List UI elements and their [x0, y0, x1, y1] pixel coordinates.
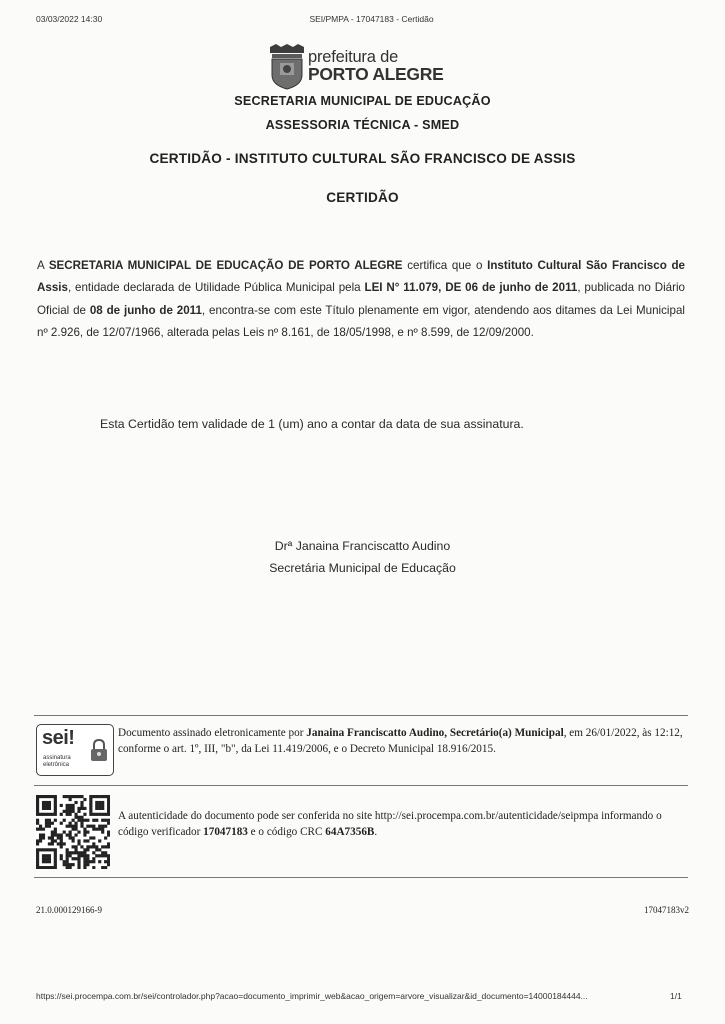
signatory-name: Drª Janaina Franciscatto Audino: [274, 539, 451, 553]
certificate-paragraph: A SECRETARIA MUNICIPAL DE EDUCAÇÃO DE PORTO ALEGRE certifica que o Instituto Cultural São Francisco de Assis, entidade declarada de Utilidade Pública Municipal pela LEI N° 11.079, DE 06 de junho de 2011, publicada no Diário Oficial de 08 de junho de 2011, encontra-se com este Título plenamente em vigor, atendendo aos ditames da Lei Municipal nº 2.926, de 12/07/1966, alterada pelas Leis nº 8.161, de 18/05/1998, e nº 8.599, de 12/09/2000.: [37, 259, 686, 339]
document-subtitle: CERTIDÃO: [326, 190, 399, 205]
logo-line1: prefeitura de: [308, 48, 399, 66]
document-version: 17047183v2: [644, 905, 689, 915]
print-datetime: 03/03/2022 14:30: [36, 14, 103, 24]
signatory-role: Secretária Municipal de Educação: [269, 561, 456, 575]
heading-secretaria: SECRETARIA MUNICIPAL DE EDUCAÇÃO: [234, 94, 491, 108]
logo-line2: PORTO ALEGRE: [308, 64, 444, 84]
print-page-number: 1/1: [670, 991, 682, 1001]
sei-logo-sub2: eletrônica: [43, 762, 70, 768]
footer-top-divider: [34, 715, 688, 716]
authenticity-note: A autenticidade do documento pode ser conferida no site http://sei.procempa.com.br/autenticidade/seipmpa informando o código verificador 17047183 e o código CRC 64A7356B.: [118, 810, 662, 838]
heading-assessoria: ASSESSORIA TÉCNICA - SMED: [265, 118, 460, 132]
print-footer-url: https://sei.procempa.com.br/sei/controlador.php?acao=documento_imprimir_web&acao_origem=arvore_visualizar&id_documento=14000184444...: [36, 991, 588, 1001]
city-crest-icon: [262, 43, 312, 91]
sei-logo-sub1: assinatura: [43, 755, 71, 761]
validity-text: Esta Certidão tem validade de 1 (um) ano a contar da data de sua assinatura.: [100, 417, 524, 431]
process-number: 21.0.000129166-9: [36, 905, 102, 915]
sei-logo-word: sei!: [42, 727, 75, 749]
sei-signature-logo: [36, 724, 114, 776]
footer-middle-divider: [34, 785, 688, 786]
verification-qr-code: [36, 795, 110, 869]
print-doc-ref: SEI/PMPA - 17047183 - Certidão: [309, 14, 434, 24]
electronic-signature-note: Documento assinado eletronicamente por Janaina Franciscatto Audino, Secretário(a) Municipal, em 26/01/2022, às 12:12, conforme o art. 1º, III, "b", da Lei 11.419/2006, e o Decreto Municipal 18.916/2015.: [118, 727, 683, 755]
footer-bottom-divider: [34, 877, 688, 878]
document-title: CERTIDÃO - INSTITUTO CULTURAL SÃO FRANCISCO DE ASSIS: [149, 151, 576, 166]
padlock-icon: [90, 738, 108, 767]
